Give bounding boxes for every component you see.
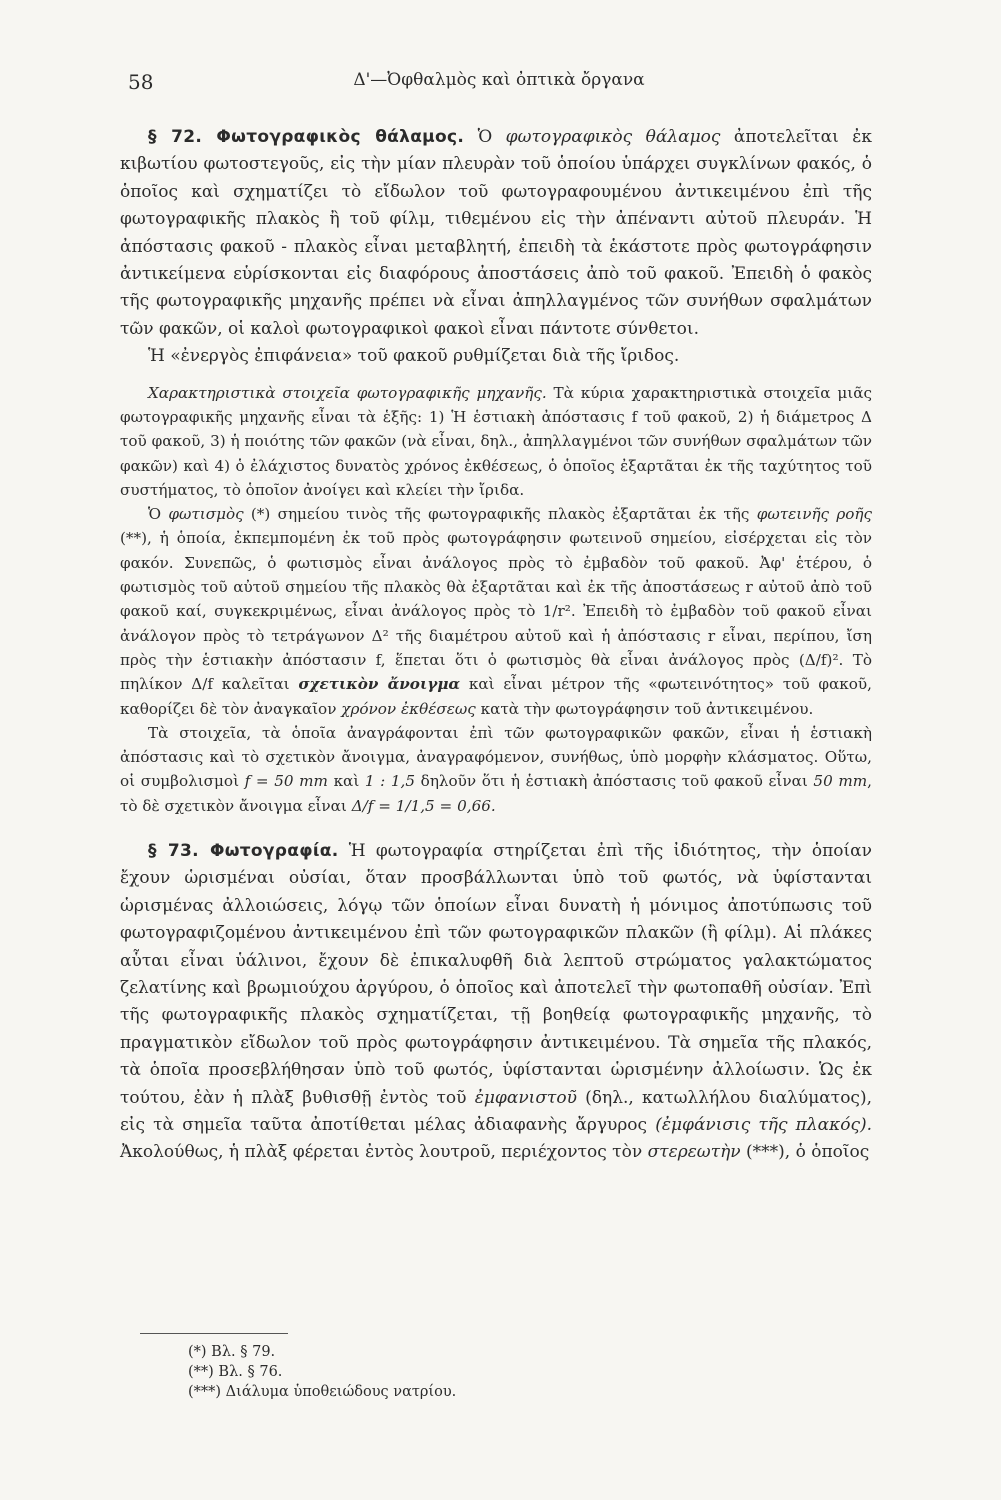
- term-luminous-flux: φωτεινῆς ροῆς: [756, 505, 872, 524]
- text-run: Τὰ στοιχεῖα, τὰ ὁποῖα ἀναγράφονται ἐπὶ τῶν φωτογραφικῶν φακῶν, εἶναι ἡ ἑστιακὴ ἀπόστασις καὶ τὸ σχετικὸν ἄνοιγμα, ἀναγραφόμενον, συνήθως, ὑπὸ μορφὴν κλάσματος. Οὕτω, οἱ συμβολισμοὶ: [120, 723, 872, 791]
- text-run: (**), ἡ ὁποία, ἐκπεμπομένη ἐκ τοῦ πρὸς φωτογράφησιν φωτεινοῦ σημείου, εἰσέρχεται εἰς τὸν φακόν. Συνεπῶς, ὁ φωτισμὸς εἶναι ἀνάλογος πρὸς τὸ ἐμβαδὸν τοῦ φακοῦ. Ἀφ' ἑτέρου, ὁ φωτισμὸς τοῦ αὐτοῦ σημείου τῆς πλακὸς θὰ ἐξαρτᾶται καὶ ἐκ τῆς ἀποστάσεως r αὐτοῦ ἀπὸ τοῦ φακοῦ καί, συγκεκριμένως, εἶναι ἀνάλογος πρὸς τὸ 1/r². Ἐπειδὴ τὸ ἐμβαδὸν τοῦ φακοῦ εἶναι ἀνάλογον πρὸς τὸ τετράγωνον Δ² τῆς διαμέτρου αὐτοῦ καὶ ἡ ἀπόστασις r εἶναι, περίπου, ἴση πρὸς τὴν ἑστιακὴν ἀπόστασιν f, ἕπεται ὅτι ὁ φωτισμὸς θὰ εἶναι ἀνάλογος πρὸς (Δ/f)². Τὸ πηλίκον Δ/f καλεῖται: [120, 529, 872, 694]
- text-run: , τὸ δὲ σχετικὸν ἄνοιγμα εἶναι: [120, 772, 872, 815]
- text-run: Ὁ: [148, 505, 169, 524]
- text-run: καὶ: [327, 772, 365, 791]
- term-fixer: στερεωτὴν: [647, 1142, 741, 1163]
- formula-ratio: 1 : 1,5: [364, 772, 416, 791]
- text-run: ἀποτελεῖται ἐκ κιβωτίου φωτοστεγοῦς, εἰς τὴν μίαν πλευρὰν τοῦ ὁποίου ὑπάρχει συγκλίνων φακός, ὁ ὁποῖος καὶ σχηματίζει τὸ εἴδωλον τοῦ φωτογραφουμένου ἀντικειμένου ἐπὶ τῆς φωτογραφικῆς πλακὸς ἢ τοῦ φίλμ, τιθεμένου εἰς τὴν ἀπέναντι αὐτοῦ πλευράν. Ἡ ἀπόστασις φακοῦ - πλακὸς εἶναι μεταβλητή, ἐπειδὴ τὰ ἑκάστοτε πρὸς φωτογράφησιν ἀντικείμενα εὑρίσκονται εἰς διαφόρους ἀποστάσεις ἀπὸ τοῦ φακοῦ. Ἐπειδὴ ὁ φακὸς τῆς φωτογραφικῆς μηχανῆς πρέπει νὰ εἶναι ἀπηλλαγμένος τῶν συνήθων σφαλμάτων τῶν φακῶν, οἱ καλοὶ φωτογραφικοὶ φακοὶ εἶναι πάντοτε σύνθετοι.: [120, 127, 872, 339]
- text-run: Ἡ φωτογραφία στηρίζεται ἐπὶ τῆς ἰδιότητος, τὴν ὁποίαν ἔχουν ὡρισμέναι οὐσίαι, ὅταν προσβάλλωνται ὑπὸ τοῦ φωτός, νὰ ὑφίστανται ὡρισμένας ἀλλοιώσεις, λόγῳ τῶν ὁποίων εἶναι δυνατὴ ἡ μόνιμος ἀποτύπωσις τοῦ φωτογραφιζομένου ἀντικειμένου ἐπὶ τῶν φωτογραφικῶν πλακῶν (ἢ φίλμ). Αἱ πλάκες αὗται εἶναι ὑάλινοι, ἔχουν δὲ ἐπικαλυφθῆ διὰ λεπτοῦ στρώματος γαλακτώματος ζελατίνης καὶ βρωμιούχου ἀργύρου, ὁ ὁποῖος καὶ ἀποτελεῖ τὴν φωτοπαθῆ οὐσίαν. Ἐπὶ τῆς φωτογραφικῆς πλακὸς σχηματίζεται, τῇ βοηθείᾳ φωτογραφικῆς μηχανῆς, τὸ πραγματικὸν εἴδωλον τοῦ πρὸς φωτογράφησιν ἀντικειμένου. Τὰ σημεῖα τῆς πλακός, τὰ ὁποῖα προσεβλήθησαν ὑπὸ τοῦ φωτός, ὑφίστανται ὡρισμένην ἀλλοίωσιν. Ὡς ἐκ τούτου, ἐὰν ἡ πλὰξ βυθισθῇ ἐντὸς τοῦ: [120, 841, 872, 1108]
- footnote-1: (*) Βλ. § 79.: [188, 1344, 276, 1360]
- term-relative-aperture: σχετικὸν ἄνοιγμα: [298, 675, 461, 694]
- section-73-paragraph: [120, 838, 872, 1167]
- section-72-intro: [120, 124, 872, 343]
- running-title: Δ'—Ὀφθαλμὸς καὶ ὀπτικὰ ὄργανα: [353, 70, 645, 90]
- text-run: (*) σημείου τινὸς τῆς φωτογραφικῆς πλακὸς ἐξαρτᾶται ἐκ τῆς: [243, 505, 757, 524]
- paragraph-iris: Ἡ «ἐνεργὸς ἐπιφάνεια» τοῦ φακοῦ ρυθμίζεται διὰ τῆς ἴριδος.: [148, 346, 680, 367]
- paragraph-characteristics: [120, 381, 872, 502]
- paragraph-illumination: [120, 502, 872, 721]
- section-73-heading: § 73. Φωτογραφία.: [148, 841, 339, 861]
- page-body: [120, 124, 872, 1167]
- text-run: (δηλ., κατωλλήλου διαλύματος), εἰς τὰ σημεῖα ταῦτα ἀποτίθεται μέλας ἀδιαφανὴς ἄργυρος: [120, 1087, 872, 1136]
- paragraph-lens-markings: [120, 721, 872, 818]
- term-illumination: φωτισμὸς: [168, 505, 244, 524]
- term-exposure-time: χρόνον ἐκθέσεως: [341, 699, 476, 718]
- formula-value: 50 mm: [813, 772, 868, 791]
- term-photographic-chamber: φωτογραφικὸς θάλαμος: [505, 127, 721, 147]
- term-development: (ἐμφάνισις τῆς πλακός).: [655, 1115, 873, 1136]
- footnote-3: (***) Διάλυμα ὑποθειώδους νατρίου.: [188, 1384, 457, 1400]
- formula-aperture: Δ/f = 1/1,5 = 0,66.: [351, 796, 496, 815]
- term-developer: ἐμφανιστοῦ: [474, 1087, 577, 1108]
- text-run: Τὰ κύρια χαρακτηριστικὰ στοιχεῖα μιᾶς φωτογραφικῆς μηχανῆς εἶναι τὰ ἑξῆς: 1) Ἡ ἑστιακὴ ἀπόστασις f τοῦ φακοῦ, 2) ἡ διάμετρος Δ τοῦ φακοῦ, 3) ἡ ποιότης τῶν φακῶν (νὰ εἶναι, δηλ., ἀπηλλαγμένοι τῶν συνήθων σφαλμάτων τῶν φακῶν) καὶ 4) ὁ ἐλάχιστος δυνατὸς χρόνος ἐκθέσεως, ὁ ὁποῖος ἐξαρτᾶται ἐκ τῆς ταχύτητος τοῦ συστήματος, τὸ ὁποῖον ἀνοίγει καὶ κλείει τὴν ἴριδα.: [120, 383, 872, 499]
- text-run: Ὁ: [464, 127, 506, 147]
- subheading-characteristics: Χαρακτηριστικὰ στοιχεῖα φωτογραφικῆς μηχανῆς.: [148, 383, 547, 402]
- text-run: (***), ὁ ὁποῖος: [740, 1142, 870, 1163]
- page-header: [128, 70, 870, 110]
- text-run: Ἀκολούθως, ἡ πλὰξ φέρεται ἐντὸς λουτροῦ, περιέχοντος τὸν: [120, 1142, 648, 1163]
- page-number: 58: [128, 70, 154, 94]
- footnote-2: (**) Βλ. § 76.: [188, 1364, 283, 1380]
- text-run: δηλοῦν ὅτι ἡ ἑστιακὴ ἀπόστασις τοῦ φακοῦ εἶναι: [415, 772, 814, 791]
- footnotes: [188, 1342, 688, 1402]
- formula-focal-length: f = 50 mm: [244, 772, 328, 791]
- text-run: καὶ εἶναι μέτρον τῆς «φωτεινότητος» τοῦ φακοῦ, καθορίζει δὲ τὸν ἀναγκαῖον: [120, 675, 872, 718]
- text-run: κατὰ τὴν φωτογράφησιν τοῦ ἀντικειμένου.: [475, 699, 814, 718]
- footnote-divider: [140, 1333, 288, 1334]
- section-72-heading: § 72. Φωτογραφικὸς θάλαμος.: [148, 127, 465, 147]
